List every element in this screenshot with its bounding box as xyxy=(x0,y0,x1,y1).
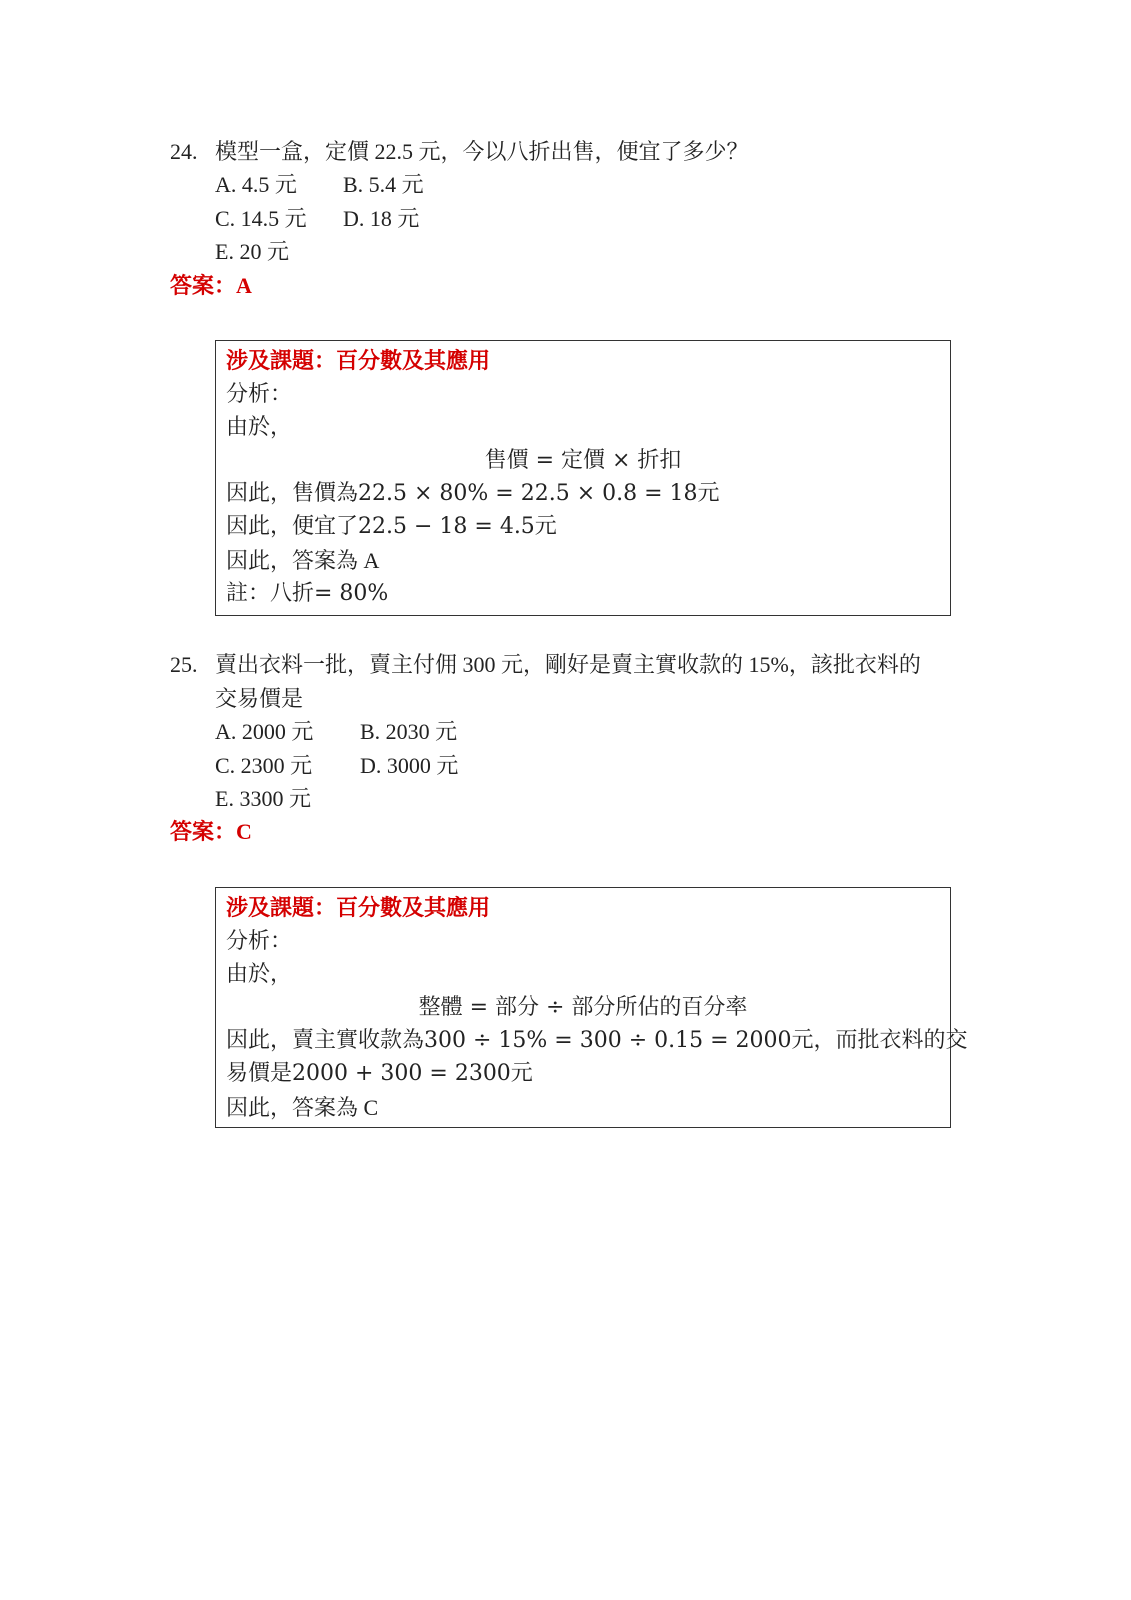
question-24-option-b: B. 5.4 元 xyxy=(343,172,424,197)
solution-25-topic: 涉及課題：百分數及其應用 xyxy=(226,895,491,920)
solution-24-note: 註：八折= 80% xyxy=(226,581,389,606)
question-25-stem-line-2: 交易價是 xyxy=(215,686,304,711)
solution-25-since: 由於， xyxy=(226,961,293,986)
solution-24-topic: 涉及課題：百分數及其應用 xyxy=(226,348,491,373)
solution-24-step-1: 因此，售價為22.5 × 80% = 22.5 × 0.8 = 18元 xyxy=(226,481,720,506)
solution-24-since: 由於， xyxy=(226,414,293,439)
question-25-answer: 答案：C xyxy=(170,819,252,844)
question-25-number: 25. xyxy=(170,652,198,677)
question-24-answer: 答案：A xyxy=(170,273,252,298)
solution-25-analysis-label: 分析： xyxy=(226,928,293,953)
question-24-number: 24. xyxy=(170,139,198,164)
question-24-solution-box xyxy=(215,340,951,616)
question-25-option-a: A. 2000 元 xyxy=(215,719,314,744)
solution-24-formula: 售價 = 定價 × 折扣 xyxy=(484,448,682,473)
question-24-stem: 模型一盒，定價 22.5 元，今以八折出售，便宜了多少？ xyxy=(215,139,749,164)
question-25-solution-box xyxy=(215,887,968,1128)
question-25-stem-line-1: 賣出衣料一批，賣主付佣 300 元，剛好是賣主實收款的 15%，該批衣料的 xyxy=(215,652,921,677)
question-24-option-d: D. 18 元 xyxy=(343,206,420,231)
question-24-option-c: C. 14.5 元 xyxy=(215,206,307,231)
question-25-option-d: D. 3000 元 xyxy=(360,753,459,778)
solution-25-step-1-line-1: 因此，賣主實收款為300 ÷ 15% = 300 ÷ 0.15 = 2000元，而批衣料的交 xyxy=(226,1028,968,1053)
solution-25-step-1-line-2: 易價是2000 + 300 = 2300元 xyxy=(226,1061,533,1086)
question-24-option-e: E. 20 元 xyxy=(215,239,289,264)
solution-25-conclusion: 因此，答案為 C xyxy=(226,1095,379,1120)
question-24-option-a: A. 4.5 元 xyxy=(215,172,297,197)
question-25-option-e: E. 3300 元 xyxy=(215,786,311,811)
solution-24-analysis-label: 分析： xyxy=(226,381,293,406)
question-25-option-c: C. 2300 元 xyxy=(215,753,313,778)
solution-25-formula: 整體 = 部分 ÷ 部分所佔的百分率 xyxy=(418,995,748,1020)
solution-24-step-2: 因此，便宜了22.5 − 18 = 4.5元 xyxy=(226,514,557,539)
solution-24-conclusion: 因此，答案為 A xyxy=(226,548,380,573)
question-25-option-b: B. 2030 元 xyxy=(360,719,458,744)
